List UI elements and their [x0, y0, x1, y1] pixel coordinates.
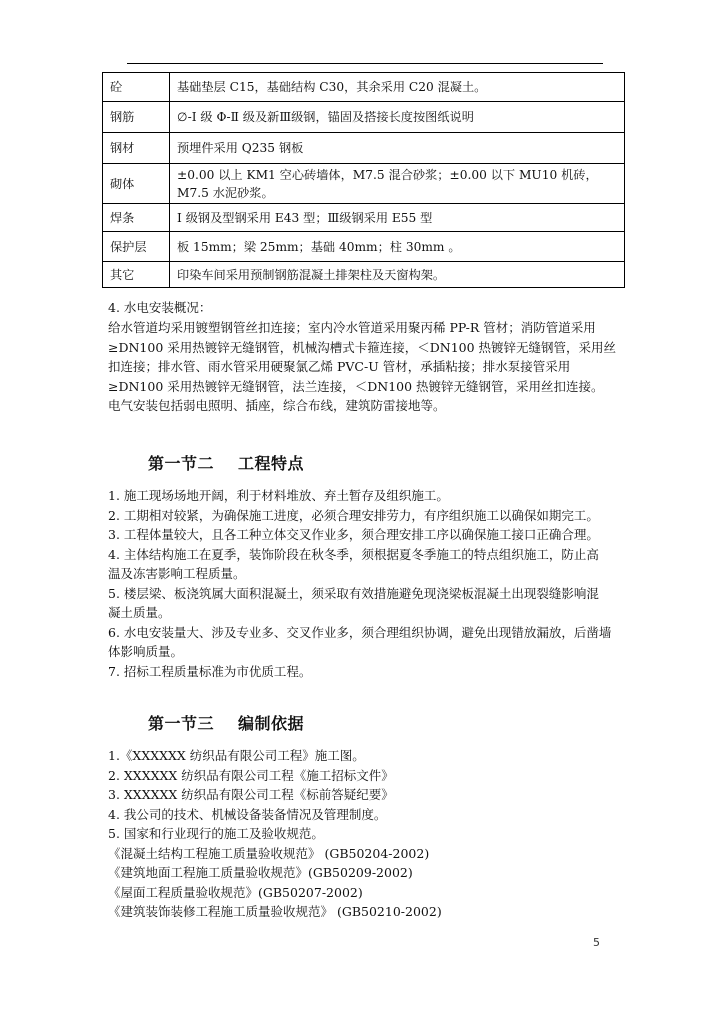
list-item-line: 2. 工期相对较紧，为确保施工进度，必须合理安排劳力，有序组织施工以确保如期完工。	[108, 507, 599, 523]
list-item: 2. XXXXXX 纺织品有限公司工程《施工招标文件》	[108, 767, 394, 783]
material-content: Ⅰ 级钢及型钢采用 E43 型；Ⅲ级钢采用 E55 型	[170, 204, 625, 232]
material-content: 预埋件采用 Q235 钢板	[170, 133, 625, 164]
list-item	[108, 486, 626, 506]
list-item	[108, 623, 626, 662]
paragraph-line: 给水管道均采用镀塑钢管丝扣连接；室内冷水管道采用聚丙稀 PP-R 管材；消防管道采用	[108, 320, 596, 335]
material-label: 砌体	[103, 164, 170, 204]
material-content: 基础垫层 C15，基础结构 C30，其余采用 C20 混凝土。	[170, 73, 625, 102]
materials-table	[102, 72, 625, 288]
list-item	[108, 525, 626, 545]
list-item-line: 5. 楼层梁、板浇筑属大面积混凝土，须采取有效措施避免现浇梁板混凝土出现裂缝影响混	[108, 585, 599, 601]
section-3-number: 第一节三	[148, 714, 215, 733]
section-2-number: 第一节二	[148, 454, 215, 473]
materials-row	[103, 204, 625, 232]
list-item	[108, 662, 626, 682]
section-3-title: 编制依据	[238, 714, 305, 733]
materials-row	[103, 73, 625, 102]
list-item: 《建筑地面工程施工质量验收规范》(GB50209-2002)	[108, 865, 413, 880]
section-3-heading	[148, 711, 304, 734]
water-electric-paragraph	[108, 318, 626, 416]
materials-row	[103, 164, 625, 204]
materials-row	[103, 133, 625, 164]
paragraph-line: ≥DN100 采用热镀锌无缝钢管，机械沟槽式卡箍连接，＜DN100 热镀锌无缝钢管，采用丝	[108, 339, 617, 355]
list-item: 5. 国家和行业现行的施工及验收规范。	[108, 826, 324, 841]
materials-row	[103, 262, 625, 288]
list-item-line: 4. 主体结构施工在夏季，装饰阶段在秋冬季，须根据夏冬季施工的特点组织施工，防止高	[108, 546, 599, 562]
section-3-list	[108, 746, 626, 922]
list-item-line: 体影响质量。	[108, 644, 184, 659]
list-item-line: 7. 招标工程质量标准为市优质工程。	[108, 663, 312, 679]
material-content: ±0.00 以上 KM1 空心砖墙体，M7.5 混合砂浆；±0.00 以下 MU10 机砖，M7.5 水泥砂浆。	[170, 164, 625, 204]
material-label: 钢材	[103, 133, 170, 164]
paragraph-line: 电气安装包括弱电照明、插座，综合布线，建筑防雷接地等。	[108, 398, 446, 413]
page-number: 5	[593, 936, 600, 949]
list-item	[108, 506, 626, 526]
material-content: ∅-Ⅰ 级 Φ-Ⅱ 级及新Ⅲ级钢，锚固及搭接长度按图纸说明	[170, 102, 625, 133]
list-item: 《混凝土结构工程施工质量验收规范》 (GB50204-2002)	[108, 845, 430, 861]
list-item	[108, 584, 626, 623]
list-item: 《建筑装饰装修工程施工质量验收规范》 (GB50210-2002)	[108, 904, 442, 919]
material-label: 保护层	[103, 232, 170, 262]
list-item-line: 凝土质量。	[108, 605, 171, 620]
list-item	[108, 545, 626, 584]
paragraph-line: 扣连接；排水管、雨水管采用硬聚氯乙烯 PVC-U 管材，承插粘接；排水泵接管采用	[108, 359, 571, 374]
paragraph-line: ≥DN100 采用热镀锌无缝钢管，法兰连接，＜DN100 热镀锌无缝钢管，采用丝扣连接。	[108, 378, 604, 394]
material-label: 砼	[103, 73, 170, 102]
list-item-line: 温及冻害影响工程质量。	[108, 566, 246, 581]
water-electric-heading: 4. 水电安装概况：	[108, 300, 212, 315]
list-item-line: 3. 工程体量较大，且各工种立体交叉作业多，须合理安排工序以确保施工接口正确合理。	[108, 527, 599, 542]
list-item: 《屋面工程质量验收规范》(GB50207-2002)	[108, 884, 363, 900]
list-item: 1.《XXXXXX 纺织品有限公司工程》施工图。	[108, 748, 365, 763]
section-2-title: 工程特点	[238, 454, 305, 473]
header-rule	[127, 63, 603, 64]
section-2-list	[108, 486, 626, 681]
section-2-heading	[148, 451, 304, 474]
material-label: 焊条	[103, 204, 170, 232]
materials-row	[103, 102, 625, 133]
list-item-line: 1. 施工现场场地开阔，利于材料堆放、弃土暂存及组织施工。	[108, 488, 449, 503]
material-content: 板 15mm；梁 25mm；基础 40mm；柱 30mm 。	[170, 232, 625, 262]
materials-row	[103, 232, 625, 262]
list-item: 3. XXXXXX 纺织品有限公司工程《标前答疑纪要》	[108, 787, 394, 802]
list-item: 4. 我公司的技术、机械设备装备情况及管理制度。	[108, 806, 387, 822]
material-label: 其它	[103, 262, 170, 288]
material-content: 印染车间采用预制钢筋混凝土排架柱及天窗构架。	[170, 262, 625, 288]
material-label: 钢筋	[103, 102, 170, 133]
list-item-line: 6. 水电安装量大、涉及专业多、交叉作业多，须合理组织协调，避免出现错放漏放，后凿墙	[108, 624, 612, 640]
